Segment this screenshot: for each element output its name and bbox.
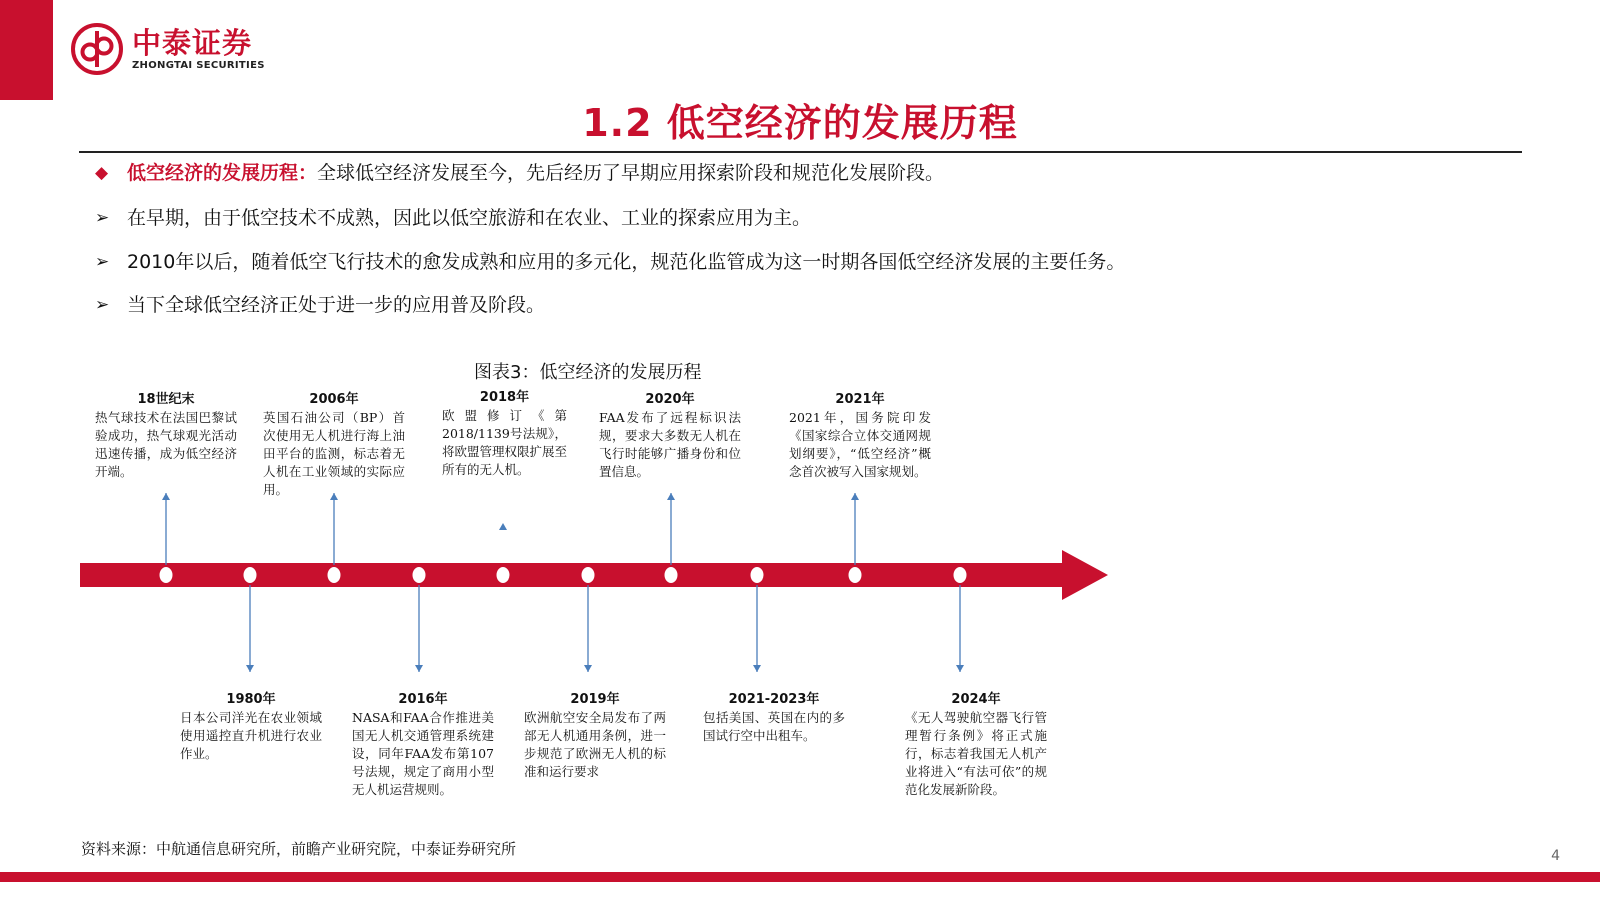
timeline-dot xyxy=(244,567,257,583)
timeline-dot xyxy=(160,567,173,583)
event-text: 欧盟修订《第2018/1139号法规》，将欧盟管理权限扩展至所有的无人机。 xyxy=(442,408,568,477)
event-below-4 xyxy=(703,691,845,745)
connector-arrowhead-down xyxy=(584,665,592,672)
event-year: 1980年 xyxy=(226,692,276,707)
connector-arrowhead-up xyxy=(667,493,675,500)
bullet-key: 低空经济的发展历程： xyxy=(127,162,318,184)
bullet-text: 当下全球低空经济正处于进一步的应用普及阶段。 xyxy=(127,294,546,316)
arrow-bullet-icon: ➢ xyxy=(95,295,110,315)
event-text: 包括美国、英国在内的多国试行空中出租车。 xyxy=(703,710,845,743)
connector-arrowhead-up xyxy=(499,523,507,530)
page-title: 1.2 低空经济的发展历程 xyxy=(582,101,1018,145)
event-text: 英国石油公司（BP）首次使用无人机进行海上油田平台的监测，标志着无人机在工业领域的实际应用。 xyxy=(263,410,405,497)
timeline-dot xyxy=(665,567,678,583)
arrow-bullet-icon: ➢ xyxy=(95,208,110,228)
bullet-text: 全球低空经济发展至今，先后经历了早期应用探索阶段和规范化发展阶段。 xyxy=(317,162,945,184)
logo-name-en: ZHONGTAI SECURITIES xyxy=(132,60,265,71)
timeline-dot xyxy=(413,567,426,583)
arrow-bullet-icon: ➢ xyxy=(95,252,110,272)
event-below-3 xyxy=(524,691,666,781)
event-below-2 xyxy=(352,691,494,799)
timeline-dot xyxy=(751,567,764,583)
event-year: 18世纪末 xyxy=(137,392,195,407)
timeline-dot xyxy=(328,567,341,583)
bullet-text: 在早期，由于低空技术不成熟，因此以低空旅游和在农业、工业的探索应用为主。 xyxy=(127,207,812,229)
event-text: 2021年，国务院印发《国家综合立体交通网规划纲要》，“低空经济”概念首次被写入国家规划。 xyxy=(789,410,931,479)
connector-arrowhead-down xyxy=(956,665,964,672)
event-above-5 xyxy=(789,391,931,481)
timeline-dot xyxy=(497,567,510,583)
event-text: FAA发布了远程标识法规，要求大多数无人机在飞行时能够广播身份和位置信息。 xyxy=(599,410,741,479)
timeline-dot xyxy=(849,567,862,583)
logo-name-cn: 中泰证券 xyxy=(132,26,253,60)
event-year: 2024年 xyxy=(951,692,1001,707)
connector-arrowhead-down xyxy=(415,665,423,672)
bullet-text: 2010年以后，随着低空飞行技术的愈发成熟和应用的多元化，规范化监管成为这一时期各国低空经济发展的主要任务。 xyxy=(127,251,1126,273)
event-above-1 xyxy=(95,391,237,481)
connector-arrowhead-down xyxy=(753,665,761,672)
event-below-1 xyxy=(180,691,322,763)
event-text: NASA和FAA合作推进美国无人机交通管理系统建设，同年FAA发布第107号法规，规定了商用小型无人机运营规则。 xyxy=(352,710,494,797)
event-year: 2021-2023年 xyxy=(728,692,820,707)
event-text: 热气球技术在法国巴黎试验成功，热气球观光活动迅速传播，成为低空经济开端。 xyxy=(95,410,237,479)
connector-arrowhead-up xyxy=(851,493,859,500)
source-note: 资料来源：中航通信息研究所，前瞻产业研究院，中泰证券研究所 xyxy=(81,840,517,858)
event-text: 《无人驾驶航空器飞行管理暂行条例》将正式施行，标志着我国无人机产业将进入“有法可依”的规范化发展新阶段。 xyxy=(905,710,1047,797)
event-year: 2021年 xyxy=(835,392,885,407)
event-year: 2019年 xyxy=(570,692,620,707)
event-year: 2018年 xyxy=(479,390,530,405)
event-text: 日本公司洋光在农业领域使用遥控直升机进行农业作业。 xyxy=(180,710,322,761)
figure-title: 图表3：低空经济的发展历程 xyxy=(474,362,702,383)
connector-arrowhead-down xyxy=(246,665,254,672)
bottom-accent-bar xyxy=(0,872,1600,882)
event-above-3 xyxy=(442,389,567,479)
timeline-dot xyxy=(954,567,967,583)
event-text: 欧洲航空安全局发布了两部无人机通用条例，进一步规范了欧洲无人机的标准和运行要求 xyxy=(524,710,666,779)
event-below-5 xyxy=(905,691,1047,799)
event-above-2 xyxy=(263,391,405,499)
timeline-dot xyxy=(582,567,595,583)
event-year: 2016年 xyxy=(398,692,448,707)
event-above-4 xyxy=(599,391,741,481)
page-number: 4 xyxy=(1551,848,1560,864)
event-year: 2006年 xyxy=(309,392,359,407)
event-year: 2020年 xyxy=(645,392,695,407)
connector-arrowhead-up xyxy=(162,493,170,500)
diamond-bullet-icon: ◆ xyxy=(95,163,109,183)
